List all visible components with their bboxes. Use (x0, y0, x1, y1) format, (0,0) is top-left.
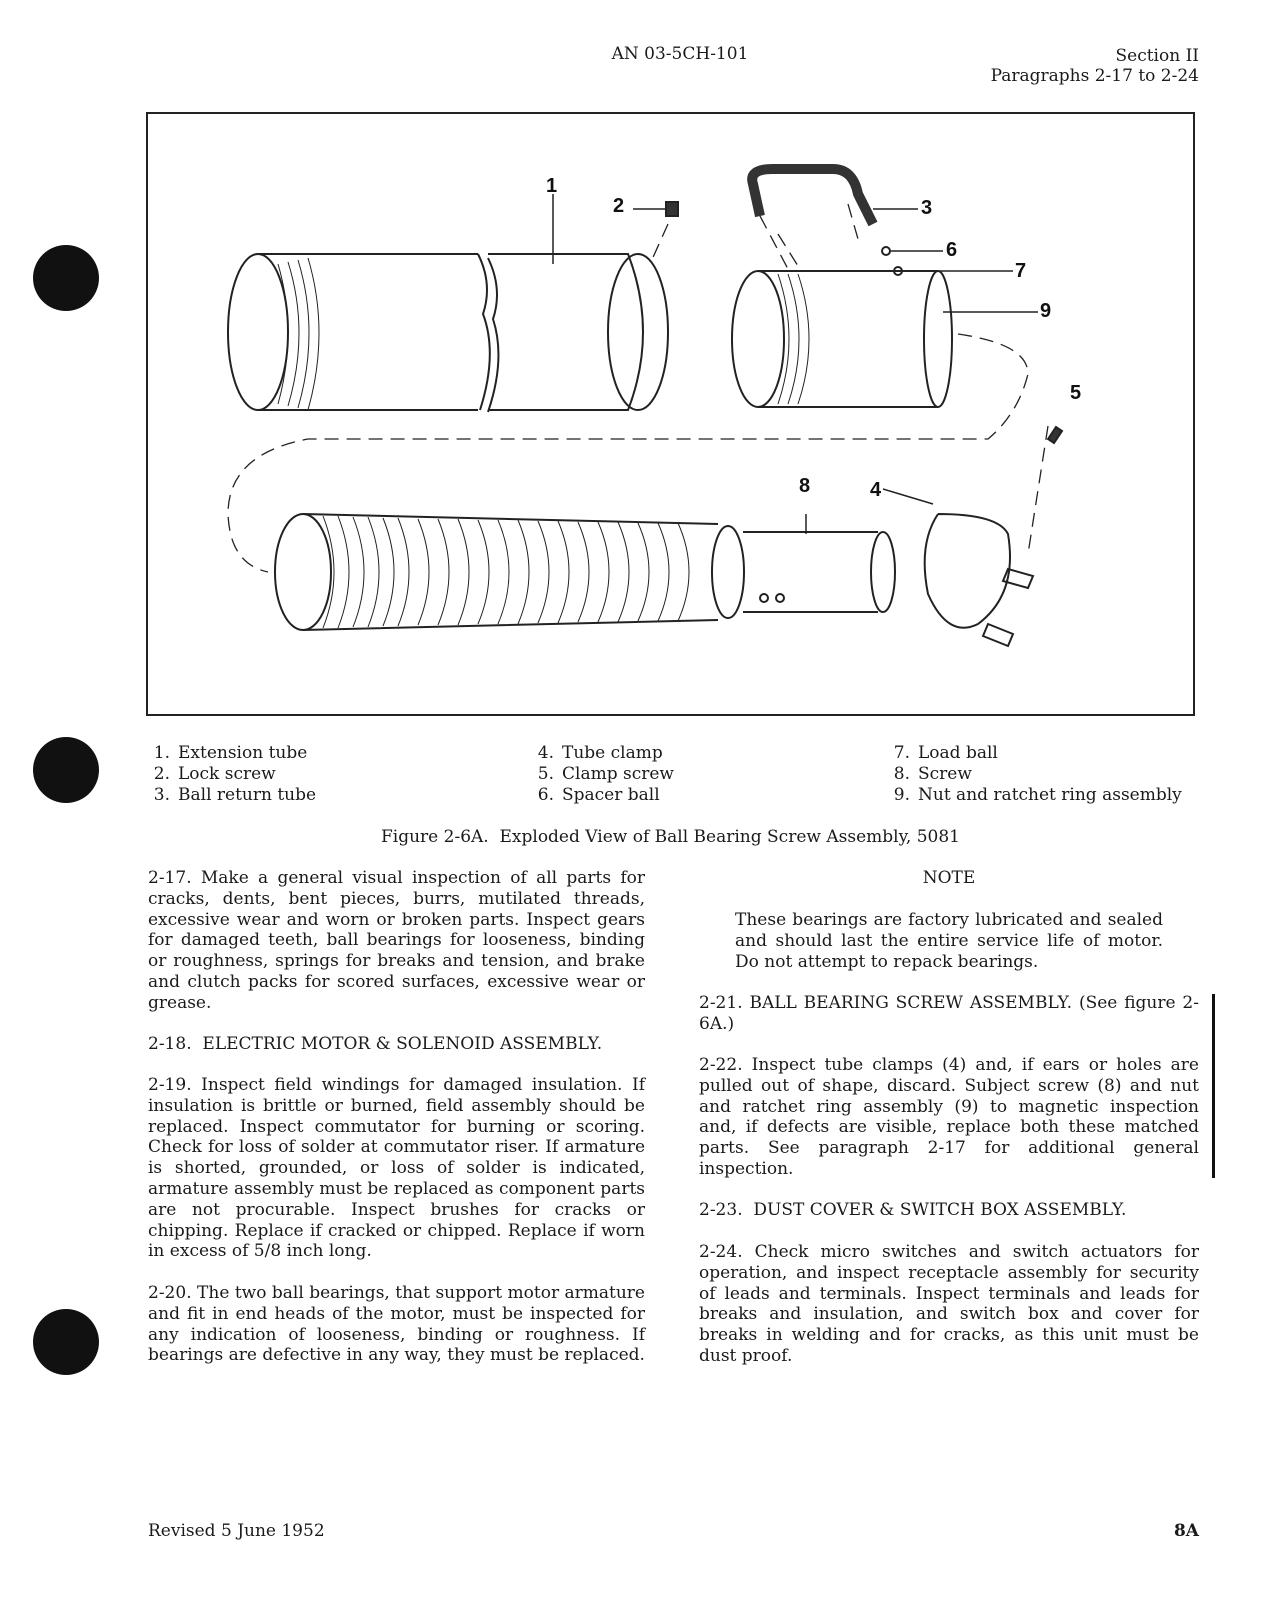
punch-hole (33, 245, 99, 311)
legend-item: 2. Lock screw (153, 764, 276, 784)
callout-1: 1 (546, 175, 558, 197)
paragraph-2-22: 2-22. Inspect tube clamps (4) and, if ears or holes are pulled out of shape, discard. Subject screw (8) and nut and ratchet ring assembly (9) to magnetic inspection and, if defects are visible, replace both these matched parts. See paragraph 2-17 for additional general inspection. (699, 1055, 1199, 1179)
callout-8: 8 (799, 475, 811, 497)
legend-item: 4. Tube clamp (537, 743, 663, 763)
punch-hole (33, 1309, 99, 1375)
page-number: 8A (1173, 1521, 1199, 1541)
legend-item: 9. Nut and ratchet ring assembly (893, 785, 1182, 805)
heading-2-21: 2-21. BALL BEARING SCREW ASSEMBLY. (See figure 2-6A.) (699, 993, 1199, 1034)
figure-exploded-view (146, 112, 1195, 716)
paragraph-2-20: 2-20. The two ball bearings, that support motor armature and fit in end heads of the motor, must be inspected for any indication of looseness, binding or roughness. If bearings are defective in any way, they must be replaced. (148, 1283, 645, 1366)
callout-3: 3 (921, 197, 933, 219)
note-title: NOTE (922, 868, 976, 888)
legend-item: 5. Clamp screw (537, 764, 674, 784)
paragraph-2-24: 2-24. Check micro switches and switch actuators for operation, and inspect receptacle assembly for security of leads and terminals. Inspect terminals and leads for breaks and insulation, and switch box and cover for breaks in welding and for cracks, as this unit must be dust proof. (699, 1242, 1199, 1366)
legend-item: 1. Extension tube (153, 743, 308, 763)
doc-number: AN 03-5CH-101 (611, 44, 749, 64)
paragraph-2-19: 2-19. Inspect field windings for damaged insulation. If insulation is brittle or burned, field assembly should be replaced. Inspect commutator for burning or scoring. Check for loss of solder at commutator riser. If armature is shorted, grounded, or loss of solder is indicated, armature assembly must be replaced as component parts are not procurable. Inspect brushes for cracks or chipping. Replace if cracked or chipped. Replace if worn in excess of 5/8 inch long. (148, 1075, 645, 1262)
heading-2-18: 2-18. ELECTRIC MOTOR & SOLENOID ASSEMBLY. (148, 1034, 603, 1054)
section-label: Section II (1115, 46, 1199, 66)
revision-date: Revised 5 June 1952 (148, 1521, 325, 1541)
callout-9: 9 (1040, 300, 1052, 322)
change-bar (1212, 994, 1215, 1178)
callout-2: 2 (613, 195, 625, 217)
paragraph-range: Paragraphs 2-17 to 2-24 (990, 66, 1199, 86)
exploded-view-illustration (148, 114, 1193, 714)
legend-item: 6. Spacer ball (537, 785, 660, 805)
heading-2-23: 2-23. DUST COVER & SWITCH BOX ASSEMBLY. (699, 1200, 1127, 1220)
callout-7: 7 (1015, 260, 1027, 282)
figure-caption: Figure 2-6A. Exploded View of Ball Bearing Screw Assembly, 5081 (380, 827, 960, 847)
note-text: These bearings are factory lubricated and sealed and should last the entire service life of motor. Do not attempt to repack bearings. (735, 910, 1163, 972)
legend-item: 7. Load ball (893, 743, 998, 763)
legend-item: 8. Screw (893, 764, 972, 784)
callout-4: 4 (870, 479, 882, 501)
callout-6: 6 (946, 239, 958, 261)
paragraph-2-17: 2-17. Make a general visual inspection of all parts for cracks, dents, bent pieces, burrs, mutilated threads, excessive wear and worn or broken parts. Inspect gears for damaged teeth, ball bearings for looseness, binding or roughness, springs for breaks and tension, and brake and clutch packs for scored surfaces, excessive wear or grease. (148, 868, 645, 1013)
punch-hole (33, 737, 99, 803)
callout-5: 5 (1070, 382, 1082, 404)
legend-item: 3. Ball return tube (153, 785, 317, 805)
